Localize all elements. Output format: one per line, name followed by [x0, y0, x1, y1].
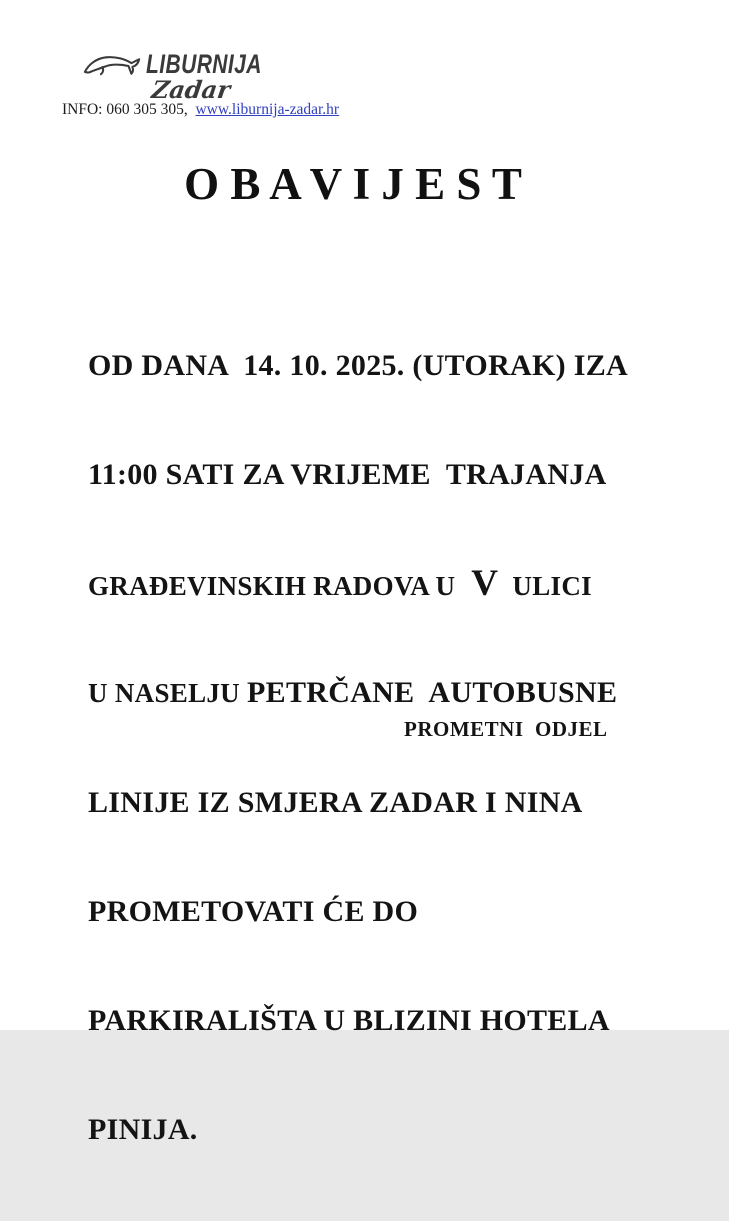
body-line-4-text: U NASELJU	[88, 678, 248, 709]
info-phone: : 060 305 305,	[98, 101, 188, 118]
body-line-3-emphasis: V	[462, 563, 499, 605]
notice-title: O B A V I J E S T	[184, 159, 522, 209]
body-line-2	[88, 457, 663, 493]
dolphin-icon	[82, 51, 144, 83]
contact-info	[62, 101, 339, 119]
body-line-3-text: GRAĐEVINSKIH RADOVA U	[88, 571, 463, 602]
brand-city: Zadar	[149, 75, 233, 104]
body-line-6	[88, 894, 663, 930]
body-line-4	[88, 675, 663, 711]
signature: PROMETNI ODJEL	[404, 717, 608, 741]
notice-body	[88, 275, 663, 1221]
body-line-3	[88, 563, 663, 605]
brand-name: LIBURNIJA	[146, 49, 262, 79]
body-line-6-text: PROMETOVATI ĆE DO	[88, 894, 419, 928]
body-line-7-text: PARKIRALIŠTA U BLIZINI HOTELA	[88, 1004, 610, 1038]
body-line-4-emphasis: PETRČANE AUTOBUSNE	[247, 676, 618, 710]
info-label: INFO	[62, 101, 99, 118]
body-line-7	[88, 1003, 663, 1039]
body-line-8	[88, 1112, 663, 1148]
body-line-5-text: LINIJE IZ SMJERA ZADAR I NINA	[88, 785, 583, 819]
body-line-8-text: PINIJA.	[88, 1113, 198, 1147]
body-line-1-text: OD DANA 14. 10. 2025. (UTORAK) IZA	[88, 348, 628, 382]
body-line-1	[88, 348, 663, 384]
body-line-2-text: 11:00 SATI ZA VRIJEME TRAJANJA	[88, 458, 607, 492]
website-link[interactable]: www.liburnija-zadar.hr	[195, 101, 340, 118]
body-line-3-tail: ULICI	[498, 571, 592, 602]
body-line-5	[88, 785, 663, 821]
